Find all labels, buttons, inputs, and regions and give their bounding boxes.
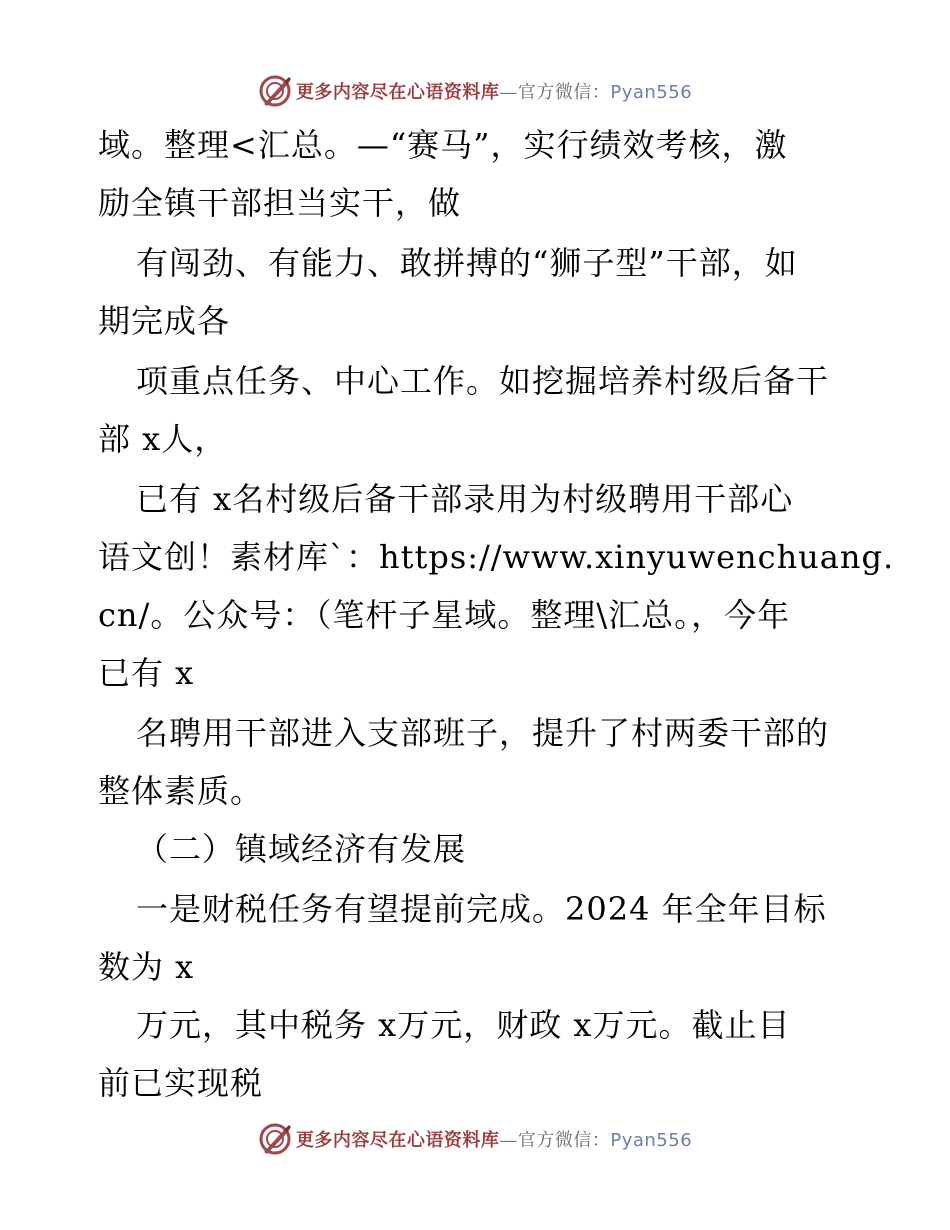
text-line: 部 x人， bbox=[98, 420, 228, 458]
section-heading: （二）镇域经济有发展 bbox=[136, 830, 467, 868]
text-line: 一是财税任务有望提前完成。2024 年全年目标 bbox=[136, 890, 827, 928]
watermark-dash: — bbox=[499, 1130, 518, 1151]
text-line: 已有 x名村级后备干部录用为村级聘用干部心 bbox=[136, 480, 794, 518]
text-line: 期完成各 bbox=[98, 302, 231, 340]
text-line: 项重点任务、中心工作。如挖掘培养村级后备干 bbox=[136, 362, 830, 400]
watermark-contact-label: 官方微信： bbox=[517, 82, 611, 103]
text-line: 数为 x bbox=[98, 948, 195, 986]
header-watermark bbox=[0, 74, 950, 108]
footer-watermark bbox=[0, 1122, 950, 1156]
watermark-text bbox=[296, 1126, 692, 1152]
text-line: 有闯劲、有能力、敢拼搏的“狮子型”干部，如 bbox=[136, 244, 798, 282]
watermark-brand: 更多内容尽在心语资料库 bbox=[295, 82, 500, 103]
watermark-account: Pyan556 bbox=[610, 1130, 693, 1151]
pen-logo-icon bbox=[258, 74, 292, 108]
watermark-text bbox=[296, 78, 692, 104]
text-line: 语文创！素材库`：https://www.xinyuwenchuang. bbox=[98, 538, 895, 576]
text-line: 整体素质。 bbox=[98, 772, 264, 810]
text-line: 名聘用干部进入支部班子，提升了村两委干部的 bbox=[136, 714, 830, 752]
watermark-account: Pyan556 bbox=[610, 82, 693, 103]
text-line: 已有 x bbox=[98, 654, 195, 692]
pen-logo-icon bbox=[258, 1122, 292, 1156]
watermark-brand: 更多内容尽在心语资料库 bbox=[295, 1130, 500, 1151]
text-line: 万元，其中税务 x万元，财政 x万元。截止目 bbox=[136, 1006, 791, 1044]
watermark-dash: — bbox=[499, 82, 518, 103]
text-line: 前已实现税 bbox=[98, 1064, 264, 1102]
watermark-contact-label: 官方微信： bbox=[517, 1130, 611, 1151]
text-line: 励全镇干部担当实干，做 bbox=[98, 184, 462, 222]
text-line: cn/。公众号：（笔杆子星域。整理\汇总。，今年 bbox=[98, 596, 791, 634]
text-line: 域。整理<汇总。—“赛马”，实行绩效考核，激 bbox=[98, 126, 788, 164]
